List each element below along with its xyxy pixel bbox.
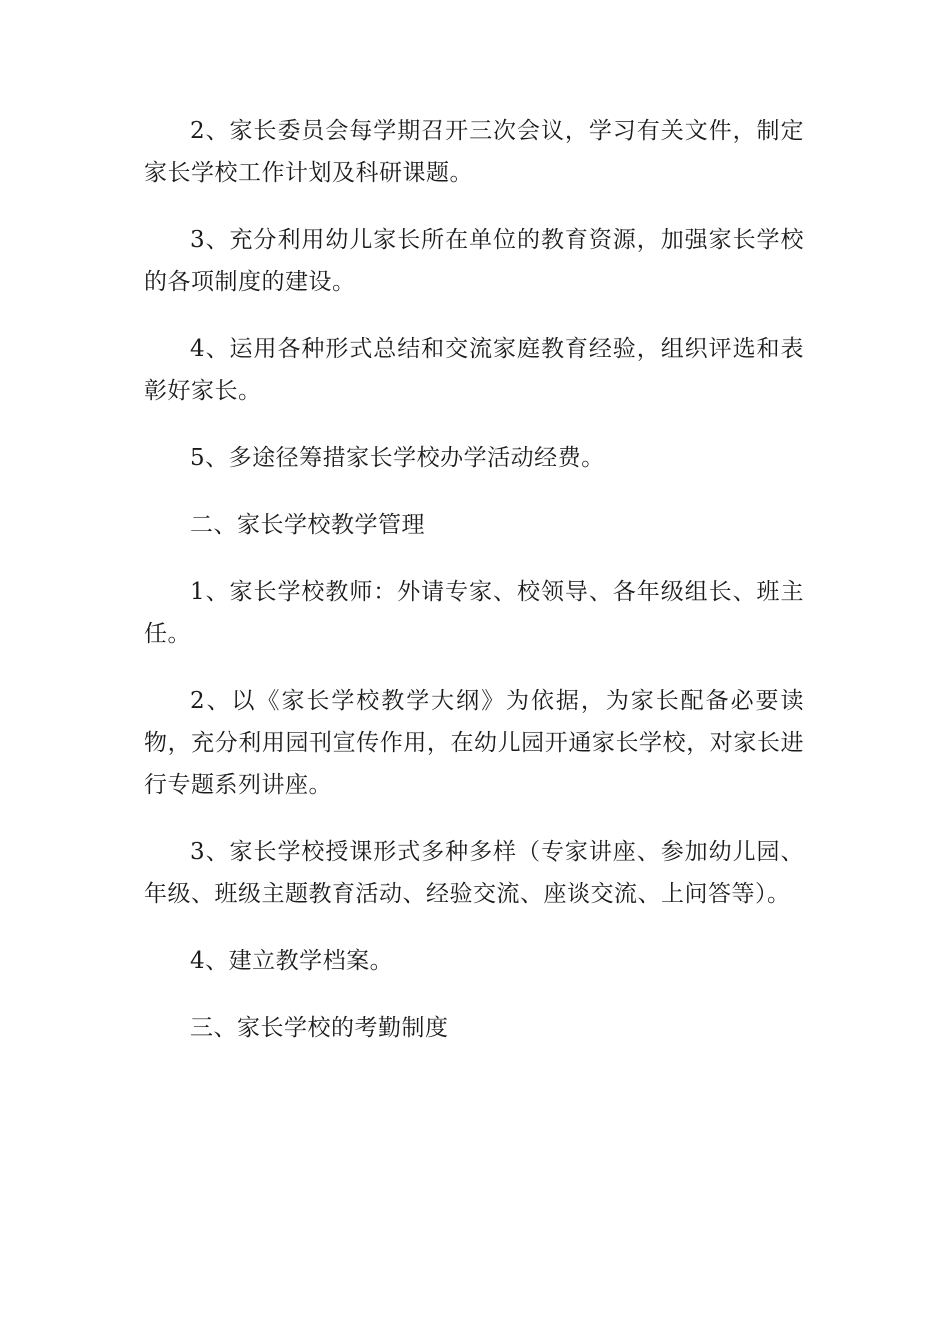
section-heading-teaching-management: 二、家长学校教学管理 <box>190 512 425 538</box>
paragraph-item-5-funding: 5、多途径筹措家长学校办学活动经费。 <box>190 445 605 471</box>
paragraph-item-3-resources: 3、充分利用幼儿家长所在单位的教育资源，加强家长学校的各项制度的建设。 <box>144 227 804 295</box>
paragraph-item-3-formats: 3、家长学校授课形式多种多样（专家讲座、参加幼儿园、年级、班级主题教育活动、经验交流、座谈交流、上问答等）。 <box>144 839 804 907</box>
paragraph-item-1-teachers: 1、家长学校教师：外请专家、校领导、各年级组长、班主任。 <box>144 579 804 647</box>
paragraph-item-4-archives: 4、建立教学档案。 <box>190 948 394 974</box>
paragraph-item-2-meetings: 2、家长委员会每学期召开三次会议，学习有关文件，制定家长学校工作计划及科研课题。 <box>144 118 804 186</box>
section-heading-attendance: 三、家长学校的考勤制度 <box>190 1015 449 1041</box>
document-body <box>144 110 804 1074</box>
paragraph-item-4-experience: 4、运用各种形式总结和交流家庭教育经验，组织评选和表彰好家长。 <box>144 336 804 404</box>
paragraph-item-2-syllabus: 2、以《家长学校教学大纲》为依据，为家长配备必要读物，充分利用园刊宣传作用，在幼儿园开通家长学校，对家长进行专题系列讲座。 <box>144 688 804 798</box>
